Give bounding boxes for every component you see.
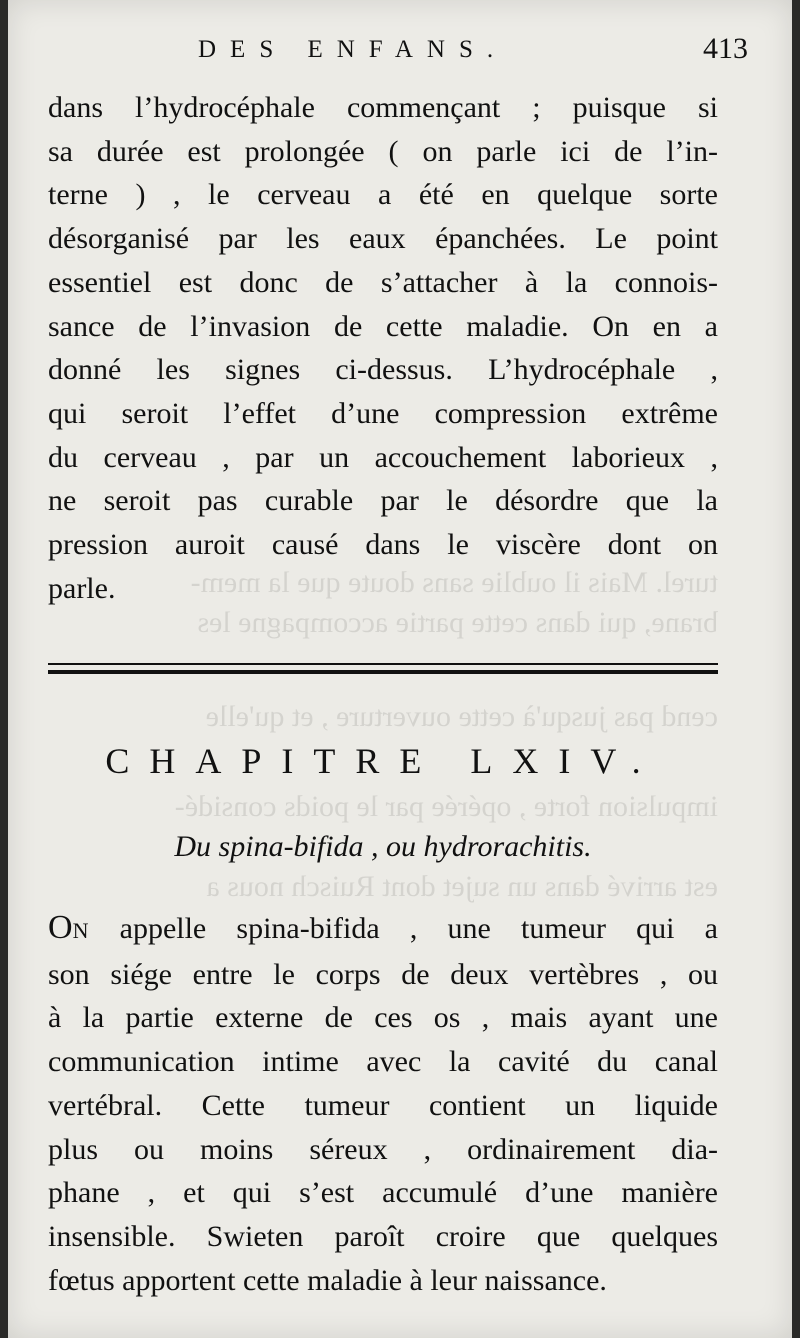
text-line: qui seroit l’effet d’une compression extrême — [48, 396, 718, 430]
show-through-text: impulsion forte , opérée par le poids considé- — [174, 790, 718, 823]
text-line: parle. — [48, 571, 116, 605]
text-line: son siége entre le corps de deux vertèbres , ou — [48, 957, 718, 991]
show-through-text: brane, qui dans cette partie accompagne les — [197, 606, 718, 639]
paragraph-continued — [48, 86, 718, 610]
text-line: ne seroit pas curable par le désordre que la — [48, 484, 718, 518]
page-number: 413 — [703, 32, 748, 65]
text-line: désorganisé par les eaux épanchées. Le point — [48, 222, 718, 256]
running-head: DES ENFANS. — [198, 36, 508, 63]
text-line: terne ) , le cerveau a été en quelque sorte — [48, 178, 718, 212]
text-line: sance de l’invasion de cette maladie. On en a — [48, 309, 718, 343]
chapter-subtitle: Du spina-bifida , ou hydrorachitis. — [174, 830, 592, 863]
text-line: à la partie externe de ces os , mais ayant une — [48, 1001, 718, 1035]
show-through-text: turel. Mais il oublie sans doute que la mem- — [190, 566, 718, 599]
text-line: communication intime avec la cavité du canal — [48, 1045, 718, 1079]
show-through-text: est arrivé dans un sujet dont Ruisch nous a — [206, 870, 718, 903]
text-line: pression auroit causé dans le viscère dont on — [48, 528, 718, 562]
page-header — [48, 30, 748, 80]
drop-cap: O — [48, 909, 73, 946]
text-line: plus ou moins séreux , ordinairement dia- — [48, 1132, 718, 1166]
show-through-text: cend pas jusqu'à cette ouverture , et qu'elle — [205, 700, 718, 733]
small-caps: N — [72, 918, 90, 943]
text-line-first — [48, 906, 718, 953]
text-line: du cerveau , par un accouchement laborieux , — [48, 440, 718, 474]
section-divider-thick — [48, 670, 718, 674]
text-line: phane , et qui s’est accumulé d’une manière — [48, 1176, 718, 1210]
text-fragment: appelle spina-bifida , une tumeur qui a — [89, 912, 718, 945]
text-line: fœtus apportent cette maladie à leur naissance. — [48, 1263, 607, 1297]
text-line: insensible. Swieten paroît croire que quelques — [48, 1219, 718, 1253]
text-line: sa durée est prolongée ( on parle ici de l’in- — [48, 134, 718, 168]
text-line: donné les signes ci-dessus. L’hydrocéphale , — [48, 353, 718, 387]
section-divider-thin — [48, 663, 718, 665]
book-page — [8, 0, 792, 1338]
text-line: essentiel est donc de s’attacher à la connois- — [48, 265, 718, 299]
chapter-paragraph — [48, 906, 718, 1302]
text-line: vertébral. Cette tumeur contient un liquide — [48, 1088, 718, 1122]
chapter-heading: CHAPITRE LXIV. — [105, 741, 661, 781]
text-line: dans l’hydrocéphale commençant ; puisque si — [48, 91, 718, 124]
